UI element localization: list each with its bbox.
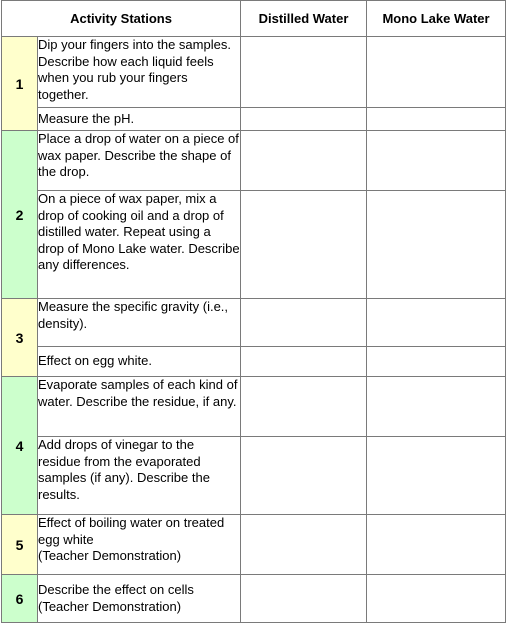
header-activity-stations: Activity Stations [2,1,241,37]
activity-description [38,575,241,623]
mono-lake-water-observation[interactable] [367,108,506,131]
distilled-water-observation[interactable] [241,377,367,437]
distilled-water-observation[interactable] [241,299,367,347]
table-row [2,575,506,623]
mono-lake-water-observation[interactable] [367,347,506,377]
station-number-2: 2 [2,131,38,299]
activity-note: (Teacher Demonstration) [38,598,182,614]
mono-lake-water-observation[interactable] [367,437,506,515]
mono-lake-water-observation[interactable] [367,191,506,299]
activity-stations-table [1,0,506,623]
header-distilled-water: Distilled Water [241,1,367,37]
activity-text: Describe the effect on cells [38,582,194,597]
activity-description: Measure the pH. [38,108,241,131]
activity-note: (Teacher Demonstration) [38,548,182,563]
activity-description: Evaporate samples of each kind of water. Describe the residue, if any. [38,377,241,437]
table-row [2,299,506,347]
mono-lake-water-observation[interactable] [367,299,506,347]
table-row [2,131,506,191]
table-row [2,377,506,437]
table-row [2,347,506,377]
table-row [2,108,506,131]
table-row [2,437,506,515]
activity-description: Dip your fingers into the samples. Describe how each liquid feels when you rub your fingers together. [38,37,241,108]
distilled-water-observation[interactable] [241,37,367,108]
station-number-3: 3 [2,299,38,377]
activity-description: Place a drop of water on a piece of wax paper. Describe the shape of the drop. [38,131,241,191]
distilled-water-observation[interactable] [241,515,367,575]
activity-text: Effect of boiling water on treated egg white [38,515,225,547]
distilled-water-observation[interactable] [241,437,367,515]
table-row [2,191,506,299]
distilled-water-observation[interactable] [241,191,367,299]
mono-lake-water-observation[interactable] [367,131,506,191]
station-number-1: 1 [2,37,38,131]
station-number-5: 5 [2,515,38,575]
activity-description [38,515,241,575]
table-row [2,515,506,575]
mono-lake-water-observation[interactable] [367,37,506,108]
activity-description: Measure the specific gravity (i.e., density). [38,299,241,347]
activity-description: Add drops of vinegar to the residue from the evaporated samples (if any). Describe the results. [38,437,241,515]
station-number-4: 4 [2,377,38,515]
mono-lake-water-observation[interactable] [367,575,506,623]
activity-description: On a piece of wax paper, mix a drop of cooking oil and a drop of distilled water. Repeat using a drop of Mono Lake water. Describe any differences. [38,191,241,299]
activity-description: Effect on egg white. [38,347,241,377]
table-row [2,37,506,108]
header-row [2,1,506,37]
distilled-water-observation[interactable] [241,108,367,131]
mono-lake-water-observation[interactable] [367,377,506,437]
distilled-water-observation[interactable] [241,575,367,623]
header-mono-lake-water: Mono Lake Water [367,1,506,37]
distilled-water-observation[interactable] [241,131,367,191]
distilled-water-observation[interactable] [241,347,367,377]
mono-lake-water-observation[interactable] [367,515,506,575]
station-number-6: 6 [2,575,38,623]
